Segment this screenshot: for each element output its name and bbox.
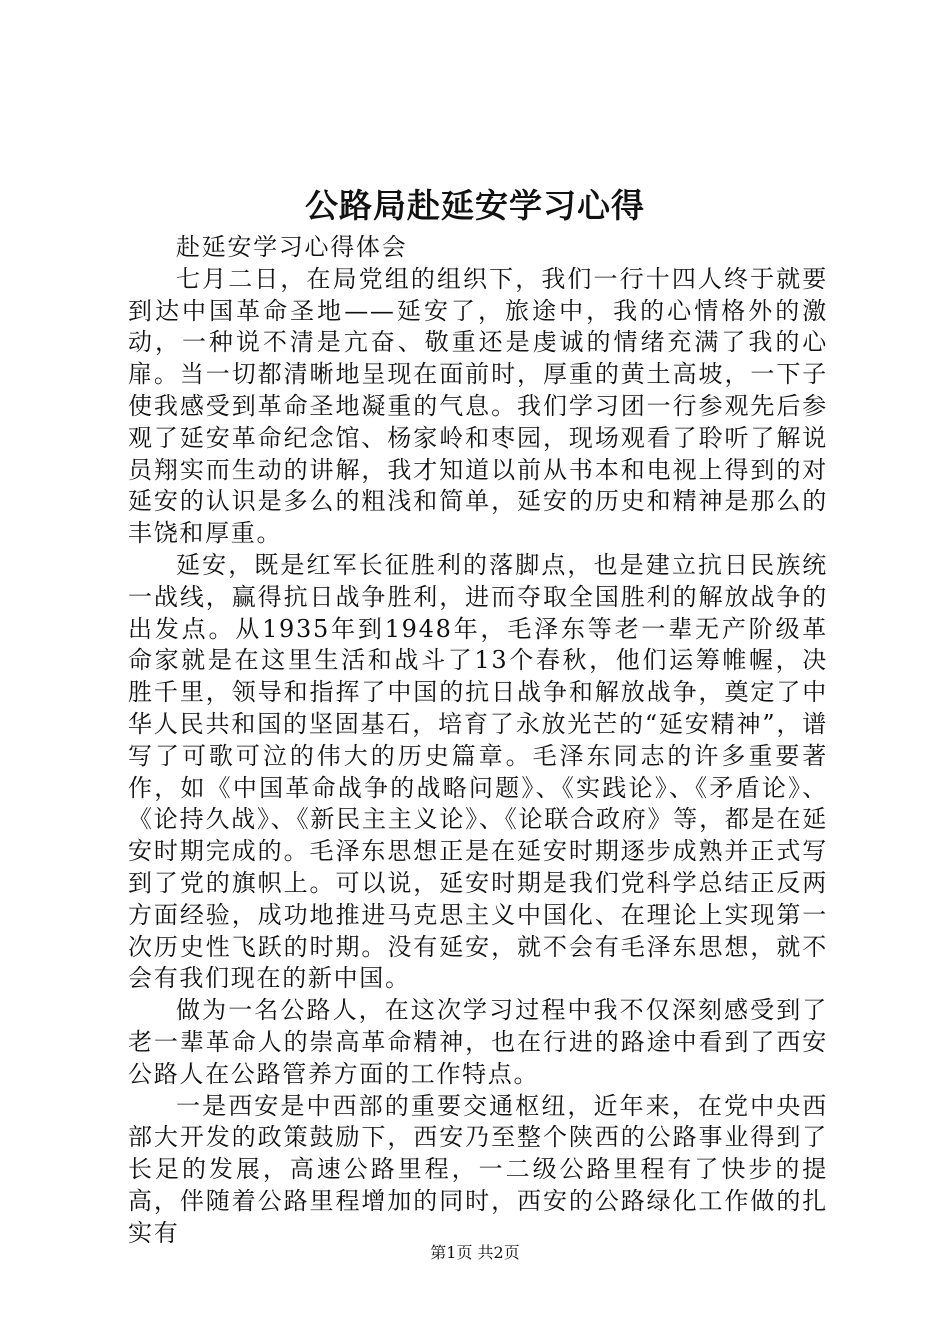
paragraph-subtitle: 赴延安学习心得体会: [176, 233, 408, 261]
paragraph: 七月二日，在局党组的组织下，我们一行十四人终于就要到达中国革命圣地——延安了，旅途中，我的心情格外的激动，一种说不清是亢奋、敬重还是虔诚的情绪充满了我的心扉。当一切都清晰地呈现在面前时，厚重的黄土高坡，一下子使我感受到革命圣地凝重的气息。我们学习团一行参观先后参观了延安革命纪念馆、杨家岭和枣园，现场观看了聆听了解说员翔实而生动的讲解，我才知道以前从书本和电视上得到的对延安的认识是多么的粗浅和简单，延安的历史和精神是那么的丰饶和厚重。: [128, 264, 828, 548]
paragraph: 延安，既是红军长征胜利的落脚点，也是建立抗日民族统一战线，赢得抗日战争胜利，进而夺取全国胜利的解放战争的出发点。从1935年到1948年，毛泽东等老一辈无产阶级革命家就是在这里生活和战斗了13个春秋，他们运筹帷幄，决胜千里，领导和指挥了中国的抗日战争和解放战争，奠定了中华人民共和国的坚固基石，培育了永放光芒的“延安精神”，谱写了可歌可泣的伟大的历史篇章。毛泽东同志的许多重要著作，如《中国革命战争的战略问题》、《实践论》、《矛盾论》、《论持久战》、《新民主主义论》、《论联合政府》等，都是在延安时期完成的。毛泽东思想正是在延安时期逐步成熟并正式写到了党的旗帜上。可以说，延安时期是我们党科学总结正反两方面经验，成功地推进马克思主义中国化、在理论上实现第一次历史性飞跃的时期。没有延安，就不会有毛泽东思想，就不会有我们现在的新中国。: [128, 550, 828, 993]
paragraph: 一是西安是中西部的重要交通枢纽，近年来，在党中央西部大开发的政策鼓励下，西安乃至整个陕西的公路事业得到了长足的发展，高速公路里程，一二级公路里程有了快步的提高，伴随着公路里程增加的同时，西安的公路绿化工作做的扎实有: [128, 1091, 828, 1247]
document-body: [128, 232, 828, 1250]
paragraph: 做为一名公路人，在这次学习过程中我不仅深刻感受到了老一辈革命人的崇高革命精神，也在行进的路途中看到了西安公路人在公路管养方面的工作特点。: [128, 996, 828, 1088]
page-footer: 第1页 共2页: [430, 1243, 520, 1262]
document-title: 公路局赴延安学习心得: [305, 186, 645, 225]
